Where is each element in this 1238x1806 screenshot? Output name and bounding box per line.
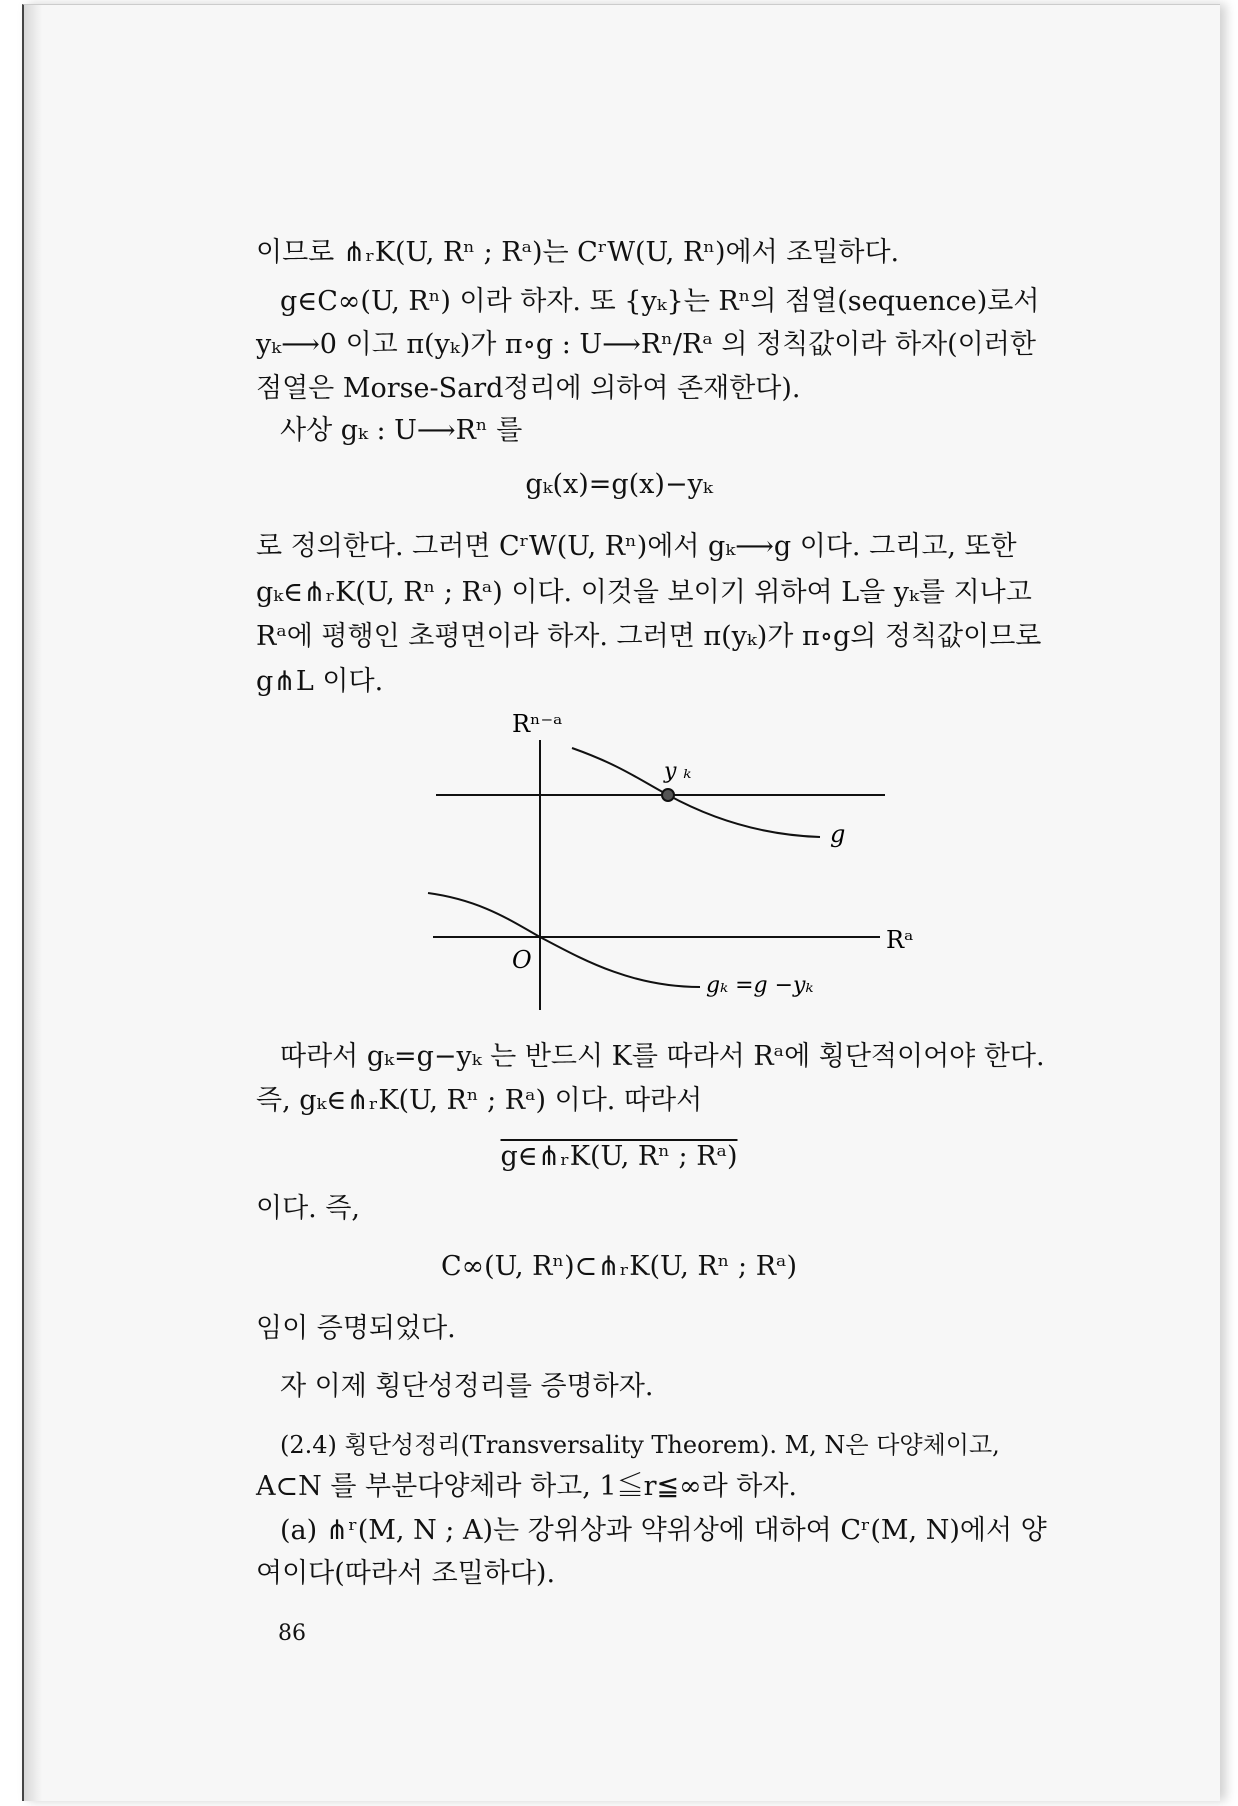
text-line: Rᵃ에 평행인 초평면이라 하자. 그러면 π(yₖ)가 π∘g의 정칙값이므로	[256, 621, 1042, 652]
label-yk: y ₖ	[664, 759, 692, 784]
curve-g	[572, 748, 820, 837]
equation	[0, 1250, 1238, 1284]
curve-gk	[428, 893, 700, 987]
text-line: yₖ⟶0 이고 π(yₖ)가 π∘g : U⟶Rⁿ/Rᵃ 의 정칙값이라 하자(이러한	[256, 329, 1036, 360]
equation-text: g∈⋔ᵣK(U, Rⁿ ; Rᵃ)	[500, 1141, 738, 1172]
text-line: 사상 gₖ : U⟶Rⁿ 를	[280, 415, 523, 446]
text-line: A⊂N 를 부분다양체라 하고, 1≦r≦∞라 하자.	[256, 1471, 798, 1502]
text-line: 즉, gₖ∈⋔ᵣK(U, Rⁿ ; Rᵃ) 이다. 따라서	[256, 1085, 703, 1116]
label-g: g	[830, 820, 846, 848]
point-yk	[662, 789, 674, 801]
label-rn-a: Rⁿ⁻ᵃ	[512, 710, 563, 738]
equation: gₖ(x)=g(x)−yₖ	[525, 469, 713, 500]
text-line: (a) ⋔ʳ(M, N ; A)는 강위상과 약위상에 대하여 Cʳ(M, N)에서 양	[280, 1515, 1047, 1546]
text-line: gₖ∈⋔ᵣK(U, Rⁿ ; Rᵃ) 이다. 이것을 보이기 위하여 L을 yₖ를 지나고	[256, 577, 1032, 608]
label-ra: Rᵃ	[886, 926, 914, 954]
text-line: 임이 증명되었다.	[256, 1313, 456, 1344]
text-line: g∈C∞(U, Rⁿ) 이라 하자. 또 {yₖ}는 Rⁿ의 점열(sequence)로서	[280, 286, 1040, 317]
text-line: 자 이제 횡단성정리를 증명하자.	[280, 1371, 654, 1402]
theorem-heading: (2.4) 횡단성정리(Transversality Theorem). M, N은 다양체이고,	[280, 1431, 1000, 1459]
label-gk: gₖ =g −yₖ	[706, 973, 814, 998]
text-line: 따라서 gₖ=g−yₖ 는 반드시 K를 따라서 Rᵃ에 횡단적이어야 한다.	[280, 1041, 1045, 1072]
text-line: 여이다(따라서 조밀하다).	[256, 1558, 556, 1589]
label-origin: O	[512, 946, 532, 974]
equation	[0, 1140, 1238, 1174]
text-line: 점열은 Morse-Sard정리에 의하여 존재한다).	[256, 373, 801, 404]
equation-text: C∞(U, Rⁿ)⊂⋔ᵣK(U, Rⁿ ; Rᵃ)	[441, 1251, 797, 1282]
text-line: 로 정의한다. 그러면 CʳW(U, Rⁿ)에서 gₖ⟶g 이다. 그리고, 또한	[256, 531, 1017, 562]
text-line: g⋔L 이다.	[256, 666, 384, 697]
page-number: 86	[278, 1621, 306, 1646]
text-line: 이다. 즉,	[256, 1193, 360, 1224]
text-line: 이므로 ⋔ᵣK(U, Rⁿ ; Rᵃ)는 CʳW(U, Rⁿ)에서 조밀하다.	[256, 237, 900, 268]
